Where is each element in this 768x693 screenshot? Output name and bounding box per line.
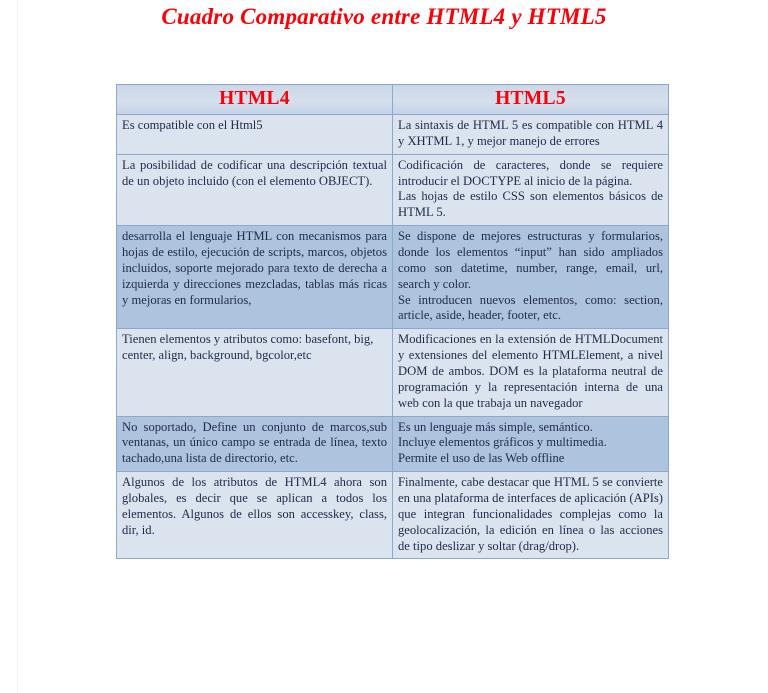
cell-html4: desarrolla el lenguaje HTML con mecanismos para hojas de estilo, ejecución de scripts, marcos, objetos incluidos, soporte mejorado para texto de derecha a izquierda y direcciones mezcladas, tablas más ricas y mejoras en formularios, <box>117 226 393 329</box>
column-header-html5: HTML5 <box>393 85 669 115</box>
table-row <box>117 115 669 155</box>
cell-paragraph: Las hojas de estilo CSS son elementos básicos de HTML 5. <box>398 189 663 220</box>
table-row <box>117 329 669 416</box>
cell-paragraph: Es un lenguaje más simple, semántico. <box>398 419 593 434</box>
table-row <box>117 154 669 225</box>
cell-html5: Modificaciones en la extensión de HTMLDocument y extensiones del elemento HTMLElement, a nivel DOM de ambos. DOM es la plataforma neutral de programación y la representación interna de una web con la que trabaja un navegador <box>393 329 669 416</box>
cell-html5 <box>393 154 669 225</box>
table-row <box>117 226 669 329</box>
table-header-row <box>117 85 669 115</box>
cell-paragraph: Se introducen nuevos elementos, como: section, article, aside, header, footer, etc. <box>398 292 663 323</box>
cell-html5: La sintaxis de HTML 5 es compatible con HTML 4 y XHTML 1, y mejor manejo de errores <box>393 115 669 155</box>
cell-paragraph: Incluye elementos gráficos y multimedia. <box>398 435 607 450</box>
cell-html5 <box>393 416 669 472</box>
cell-html4: No soportado, Define un conjunto de marcos,sub ventanas, un único campo se entrada de línea, texto tachado,una lista de directorio, etc. <box>117 416 393 472</box>
cell-html4: Es compatible con el Html5 <box>117 115 393 155</box>
cell-paragraph: Permite el uso de las Web offline <box>398 451 565 466</box>
cell-html5: Finalmente, cabe destacar que HTML 5 se convierte en una plataforma de interfaces de aplicación (APIs) que integran funcionalidades complejas como la geolocalización, la edición en línea o las acciones de tipo deslizar y soltar (drag/drop). <box>393 472 669 559</box>
column-header-html4: HTML4 <box>117 85 393 115</box>
comparison-table-container <box>116 84 668 559</box>
cell-paragraph: Codificación de caracteres, donde se requiere introducir el DOCTYPE al inicio de la página. <box>398 157 663 188</box>
comparison-table <box>116 84 669 559</box>
cell-html5 <box>393 226 669 329</box>
table-row <box>117 416 669 472</box>
cell-html4: Algunos de los atributos de HTML4 ahora son globales, es decir que se aplican a todos los elementos. Algunos de ellos son accesskey, class, dir, id. <box>117 472 393 559</box>
table-row <box>117 472 669 559</box>
page-margin-guide <box>17 0 18 693</box>
cell-html4: Tienen elementos y atributos como: basefont, big, center, align, background, bgcolor,etc <box>117 329 393 416</box>
page-title: Cuadro Comparativo entre HTML4 y HTML5 <box>161 4 607 29</box>
cell-paragraph: Se dispone de mejores estructuras y formularios, donde los elementos “input” han sido ampliados como son datetime, number, range, email, url, search y color. <box>398 229 663 291</box>
cell-html4: La posibilidad de codificar una descripción textual de un objeto incluido (con el elemento OBJECT). <box>117 154 393 225</box>
